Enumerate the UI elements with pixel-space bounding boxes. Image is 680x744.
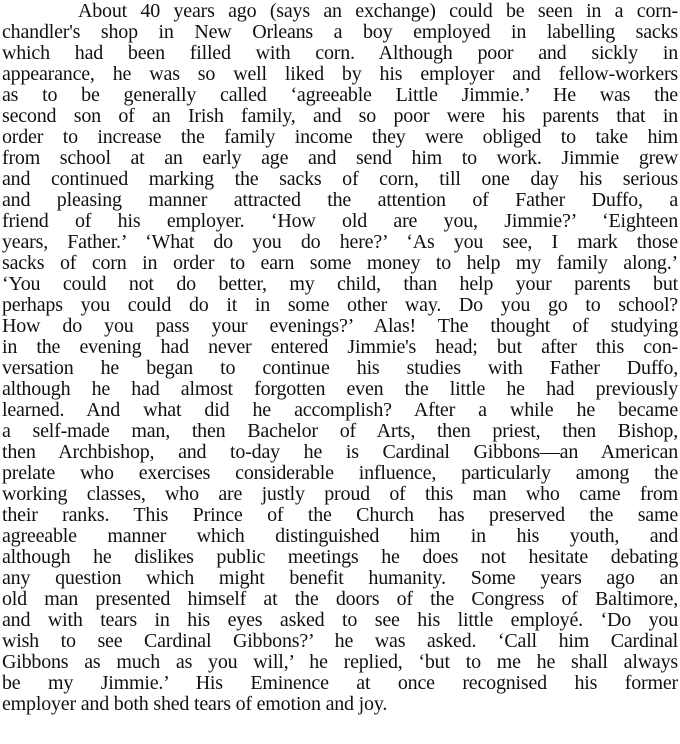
text-line: and pleasing manner attracted the attention of Father Duffo, a (2, 189, 678, 211)
text-line: appearance, he was so well liked by his employer and fellow-workers (2, 63, 678, 85)
text-line: How do you pass your evenings?’ Alas! The thought of studying (2, 315, 678, 337)
text-line: working classes, who are justly proud of this man who came from (2, 483, 678, 505)
text-line: agreeable manner which distinguished him in his youth, and (2, 525, 678, 547)
text-line: a self-made man, then Bachelor of Arts, then priest, then Bishop, (2, 420, 678, 442)
article-body (2, 0, 678, 744)
text-line: wish to see Cardinal Gibbons?’ he was asked. ‘Call him Cardinal (2, 630, 678, 652)
text-line: order to increase the family income they were obliged to take him (2, 126, 678, 148)
text-line: years, Father.’ ‘What do you do here?’ ‘As you see, I mark those (2, 231, 678, 253)
text-line: ‘You could not do better, my child, than help your parents but (2, 273, 678, 295)
text-line: old man presented himself at the doors of the Congress of Baltimore, (2, 588, 678, 610)
text-line: chandler's shop in New Orleans a boy employed in labelling sacks (2, 21, 678, 43)
text-line: although he had almost forgotten even the little he had previously (2, 378, 678, 400)
text-line: employer and both shed tears of emotion and joy. (2, 693, 388, 715)
text-line: as to be generally called ‘agreeable Little Jimmie.’ He was the (2, 84, 678, 106)
text-line: be my Jimmie.’ His Eminence at once recognised his former (2, 672, 678, 694)
text-line: and continued marking the sacks of corn, till one day his serious (2, 168, 678, 190)
text-line: in the evening had never entered Jimmie's head; but after this con- (2, 336, 678, 358)
text-line: from school at an early age and send him to work. Jimmie grew (2, 147, 678, 169)
text-line: Gibbons as much as you will,’ he replied, ‘but to me he shall always (2, 651, 678, 673)
text-line: which had been filled with corn. Although poor and sickly in (2, 42, 678, 64)
text-line: prelate who exercises considerable influence, particularly among the (2, 462, 678, 484)
text-line: perhaps you could do it in some other way. Do you go to school? (2, 294, 678, 316)
text-line: and with tears in his eyes asked to see his little employé. ‘Do you (2, 609, 678, 631)
text-line: their ranks. This Prince of the Church has preserved the same (2, 504, 678, 526)
text-line: although he dislikes public meetings he does not hesitate debating (2, 546, 678, 568)
text-line: versation he began to continue his studies with Father Duffo, (2, 357, 678, 379)
text-line: any question which might benefit humanity. Some years ago an (2, 567, 678, 589)
text-line: learned. And what did he accomplish? After a while he became (2, 399, 678, 421)
text-line: sacks of corn in order to earn some money to help my family along.’ (2, 252, 678, 274)
text-line: then Archbishop, and to-day he is Cardinal Gibbons—an American (2, 441, 678, 463)
text-line: second son of an Irish family, and so poor were his parents that in (2, 105, 678, 127)
text-line: friend of his employer. ‘How old are you, Jimmie?’ ‘Eighteen (2, 210, 678, 232)
text-line: About 40 years ago (says an exchange) could be seen in a corn- (78, 0, 678, 22)
